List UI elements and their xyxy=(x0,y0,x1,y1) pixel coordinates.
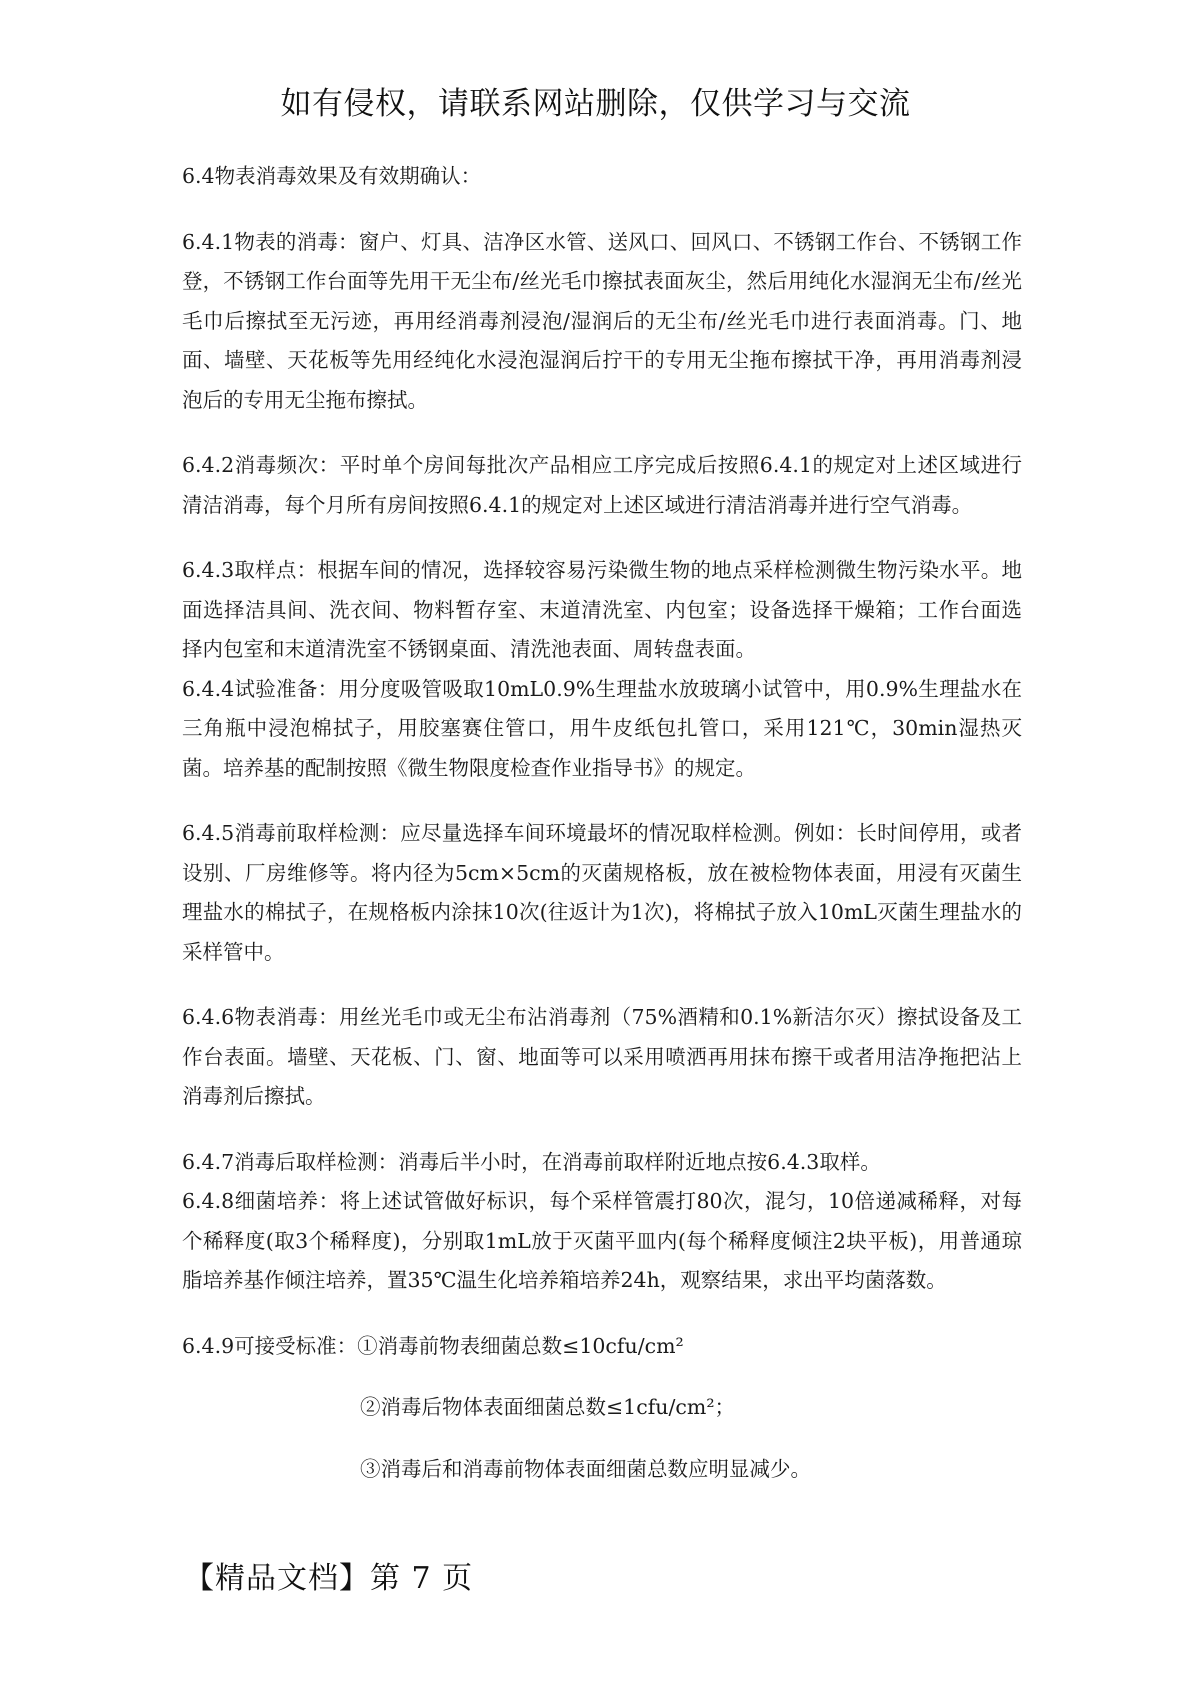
criterion-2: ②消毒后物体表面细菌总数≤1cfu/cm²； xyxy=(360,1395,736,1419)
paragraph-6-4-8: 6.4.8细菌培养：将上述试管做好标识，每个采样管震打80次，混匀，10倍递减稀释，对每个稀释度(取3个稀释度)，分别取1mL放于灭菌平皿内(每个稀释度倾注2块平板)，用普通琼脂培养基作倾注培养，置35℃温生化培养箱培养24h，观察结果，求出平均菌落数。 xyxy=(182,1189,1022,1292)
paragraph-6-4-4: 6.4.4试验准备：用分度吸管吸取10mL0.9%生理盐水放玻璃小试管中，用0.9%生理盐水在三角瓶中浸泡棉拭子，用胶塞赛住管口，用牛皮纸包扎管口，采用121℃，30min湿热灭菌。培养基的配制按照《微生物限度检查作业指导书》的规定。 xyxy=(182,676,1022,780)
paragraph-6-4-2: 6.4.2消毒频次：平时单个房间每批次产品相应工序完成后按照6.4.1的规定对上述区域进行清洁消毒，每个月所有房间按照6.4.1的规定对上述区域进行清洁消毒并进行空气消毒。 xyxy=(182,453,1022,517)
paragraph-6-4-1: 6.4.1物表的消毒：窗户、灯具、洁净区水管、送风口、回风口、不锈钢工作台、不锈钢工作登，不锈钢工作台面等先用干无尘布/丝光毛巾擦拭表面灰尘，然后用纯化水湿润无尘布/丝光毛巾后擦拭至无污迹，再用经消毒剂浸泡/湿润后的无尘布/丝光毛巾进行表面消毒。门、地面、墙壁、天花板等先用经纯化水浸泡湿润后拧干的专用无尘拖布擦拭干净，再用消毒剂浸泡后的专用无尘拖布擦拭。 xyxy=(182,229,1022,412)
paragraph-6-4-3: 6.4.3取样点：根据车间的情况，选择较容易污染微生物的地点采样检测微生物污染水平。地面选择洁具间、洗衣间、物料暂存室、末道清洗室、内包室；设备选择干燥箱；工作台面选择内包室和末道清洗室不锈钢桌面、清洗池表面、周转盘表面。 xyxy=(182,558,1022,661)
page-header-notice: 如有侵权，请联系网站删除，仅供学习与交流 xyxy=(280,86,911,122)
paragraph-6-4-9: 6.4.9可接受标准：①消毒前物表细菌总数≤10cfu/cm² xyxy=(182,1333,684,1358)
criterion-3: ③消毒后和消毒前物体表面细菌总数应明显减少。 xyxy=(360,1456,811,1481)
section-title: 6.4物表消毒效果及有效期确认： xyxy=(182,164,482,188)
page-footer: 【精品文档】第 7 页 xyxy=(184,1561,474,1596)
paragraph-6-4-7: 6.4.7消毒后取样检测：消毒后半小时，在消毒前取样附近地点按6.4.3取样。 xyxy=(182,1149,881,1174)
document-body xyxy=(182,157,1022,1489)
paragraph-6-4-6: 6.4.6物表消毒：用丝光毛巾或无尘布沾消毒剂（75%酒精和0.1%新洁尔灭）擦拭设备及工作台表面。墙壁、天花板、门、窗、地面等可以采用喷洒再用抹布擦干或者用洁净拖把沾上消毒剂后擦拭。 xyxy=(182,1005,1022,1108)
paragraph-6-4-5: 6.4.5消毒前取样检测：应尽量选择车间环境最坏的情况取样检测。例如：长时间停用，或者设别、厂房维修等。将内径为5cm×5cm的灭菌规格板，放在被检物体表面，用浸有灭菌生理盐水的棉拭子，在规格板内涂抹10次(往返计为1次)，将棉拭子放入10mL灭菌生理盐水的采样管中。 xyxy=(182,821,1022,964)
